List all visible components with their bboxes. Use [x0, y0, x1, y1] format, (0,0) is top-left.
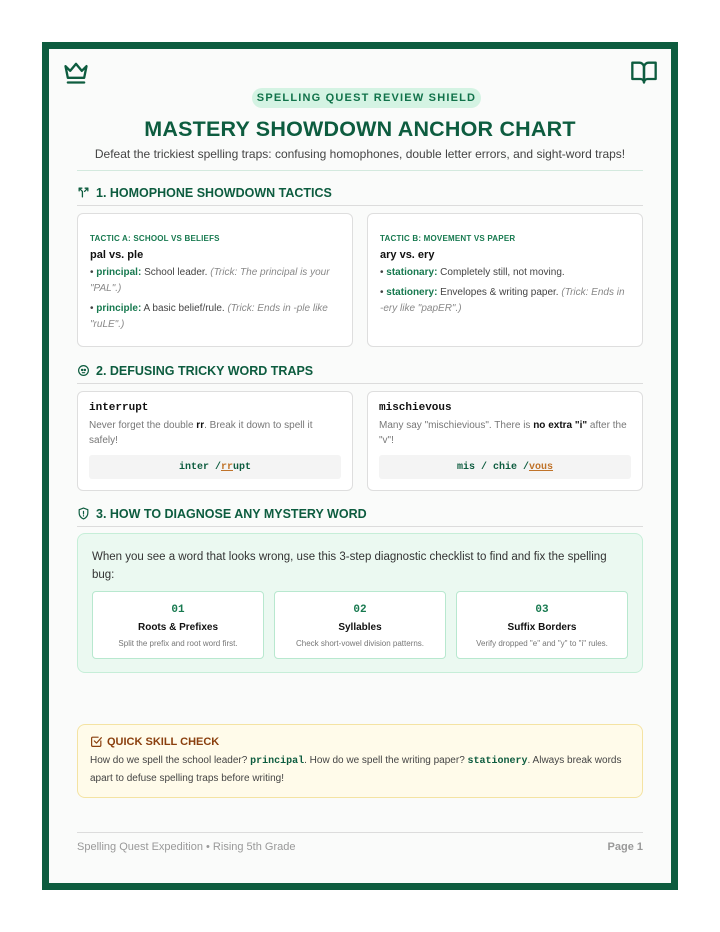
step-description: Verify dropped "e" and "y" to "i" rules.	[476, 639, 608, 648]
checkbox-icon	[90, 735, 103, 748]
section-2-title: 2. DEFUSING TRICKY WORD TRAPS	[96, 363, 314, 378]
page-frame	[42, 42, 678, 890]
book-icon	[630, 58, 658, 86]
diagnose-intro: When you see a word that looks wrong, use this 3-step diagnostic checklist to find and fix the spelling bug:	[92, 551, 607, 581]
list-item: • stationery: Envelopes & writing paper. (Trick: Ends in -ery like "papER".)	[380, 287, 625, 314]
list-item: • stationary: Completely still, not moving.	[380, 267, 565, 278]
section-1-title: 1. HOMOPHONE SHOWDOWN TACTICS	[96, 185, 332, 200]
word-card-interrupt	[77, 391, 353, 491]
word-split: inter / rr upt	[89, 455, 341, 479]
section-3-heading	[77, 505, 643, 527]
check-title: QUICK SKILL CHECK	[107, 735, 220, 748]
step-number: 02	[353, 604, 367, 616]
tactic-title: ary vs. ery	[380, 249, 435, 261]
bug-shield-icon	[77, 364, 90, 377]
word-description: Many say "mischievious". There is no extra "i" after the "v"!	[379, 420, 627, 446]
step-number: 03	[535, 604, 549, 616]
word-description: Never forget the double rr. Break it down to spell it safely!	[89, 420, 313, 446]
tactic-title: pal vs. ple	[90, 249, 144, 261]
tactic-card-a	[77, 213, 353, 347]
check-heading	[90, 735, 219, 748]
word-card-mischievous	[367, 391, 643, 491]
tactic-label: TACTIC B: MOVEMENT VS PAPER	[380, 234, 516, 243]
fork-arrow-icon	[77, 186, 90, 199]
list-item: • principle: A basic belief/rule. (Trick: Ends in -ple like "ruLE".)	[90, 303, 328, 330]
word-term: mischievous	[379, 402, 452, 414]
footer-divider	[77, 832, 643, 833]
step-description: Check short-vowel division patterns.	[295, 639, 425, 648]
header-badge: SPELLING QUEST REVIEW SHIELD	[252, 88, 481, 108]
word-split: mis / chie / vous	[379, 455, 631, 479]
diagnose-panel	[77, 533, 643, 673]
list-item: • principal: School leader. (Trick: The principal is your "PAL".)	[90, 267, 330, 294]
quick-skill-check	[77, 724, 643, 798]
page-title: MASTERY SHOWDOWN ANCHOR CHART	[144, 117, 576, 141]
header-divider	[77, 170, 643, 171]
footer-text: Spelling Quest Expedition • Rising 5th Grade	[77, 841, 296, 853]
step-card	[92, 591, 264, 659]
check-body: How do we spell the school leader? principal. How do we spell the writing paper? stationery. Always break words apart to defuse spelling traps before writing!	[90, 755, 622, 784]
step-title: Suffix Borders	[507, 622, 577, 633]
step-title: Roots & Prefixes	[137, 622, 219, 633]
step-title: Syllables	[338, 622, 382, 633]
section-1-heading	[77, 184, 643, 206]
step-card	[274, 591, 446, 659]
section-3-title: 3. HOW TO DIAGNOSE ANY MYSTERY WORD	[96, 506, 367, 521]
shield-icon	[77, 507, 90, 520]
crown-icon	[62, 58, 90, 86]
tactic-label: TACTIC A: SCHOOL VS BELIEFS	[90, 234, 220, 243]
word-term: interrupt	[89, 402, 149, 414]
tactic-card-b	[367, 213, 643, 347]
page-subtitle: Defeat the trickiest spelling traps: confusing homophones, double letter errors, and sight-word traps!	[94, 147, 626, 161]
step-number: 01	[171, 604, 185, 616]
step-card	[456, 591, 628, 659]
page-number: Page 1	[607, 841, 643, 853]
step-description: Split the prefix and root word first.	[118, 639, 238, 648]
section-2-heading	[77, 362, 643, 384]
